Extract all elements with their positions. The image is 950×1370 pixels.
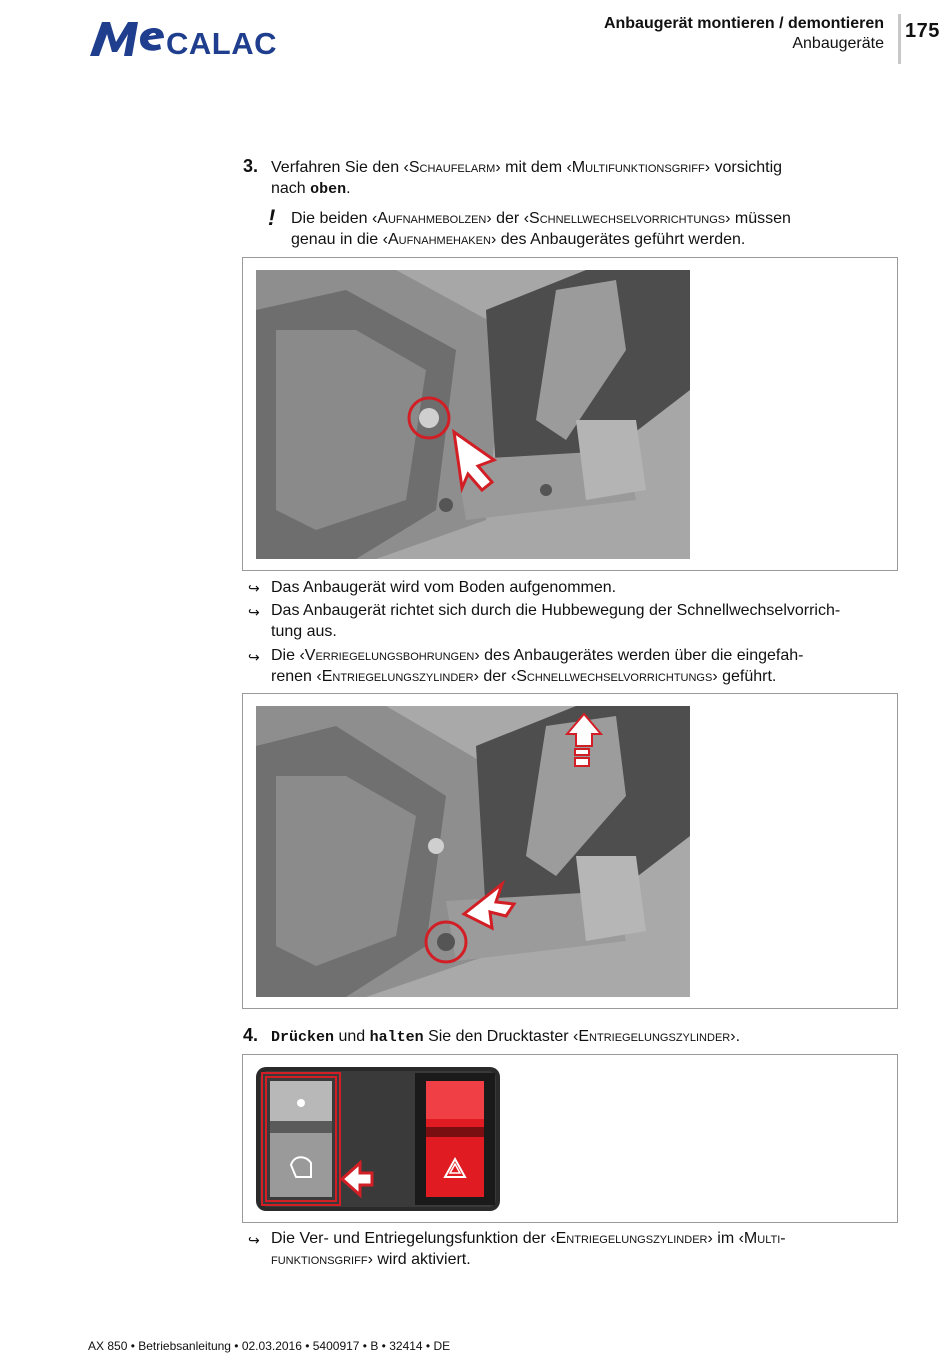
photo-locking-bores [256,706,690,997]
figure-3-frame [242,1054,898,1223]
figure-2-frame [242,693,898,1009]
switch-panel [256,1067,500,1211]
footer-doc-info: AX 850 • Betriebsanleitung • 02.03.2016 • 5400917 • B • 32414 • DE [88,1339,451,1353]
chapter-subtitle: Anbaugeräte [792,35,884,52]
result-2-text: Das Anbaugerät richtet sich durch die Hubbewegung der Schnellwechselvorrich- tung aus. [271,602,841,640]
header-divider [898,14,901,64]
step-3-number: 3. [243,156,259,176]
result-marker-1: ↪ [248,580,260,596]
step-3-text: Verfahren Sie den ‹Schaufelarm› mit dem ‹Multifunktionsgriff› vorsichtig nach oben. [271,159,783,198]
step-4-text: Drücken und halten Sie den Drucktaster ‹Entriegelungszylinder›. [271,1028,741,1046]
result-marker-3: ↪ [248,649,260,665]
result-3-text: Die ‹Verriegelungsbohrungen› des Anbaugerätes werden über die eingefah- renen ‹Entriegelungszylinder› der ‹Schnellwechselvorrichtungs› geführt. [271,647,804,685]
svg-text:CALAC: CALAC [166,26,277,60]
result-marker-2: ↪ [248,604,260,620]
warning-icon: ! [268,205,276,230]
warning-text: Die beiden ‹Aufnahmebolzen› der ‹Schnellwechselvorrichtungs› müssen genau in die ‹Aufnahmehaken› des Anbaugerätes geführt werden. [291,210,791,248]
figure-1-frame [242,257,898,571]
photo-bucket-pickup [256,270,690,559]
mecalac-logo [88,16,288,60]
page-number: 175 [905,20,940,42]
step-4-number: 4. [243,1025,259,1045]
result-marker-4: ↪ [248,1232,260,1248]
result-1-text: Das Anbaugerät wird vom Boden aufgenommen. [271,579,617,596]
section-title [604,14,884,54]
chapter-title: Anbaugerät montieren / demontieren [603,15,884,32]
result-4-text: Die Ver- und Entriegelungsfunktion der ‹Entriegelungszylinder› im ‹Multi- funktionsgriff› wird aktiviert. [271,1230,786,1268]
